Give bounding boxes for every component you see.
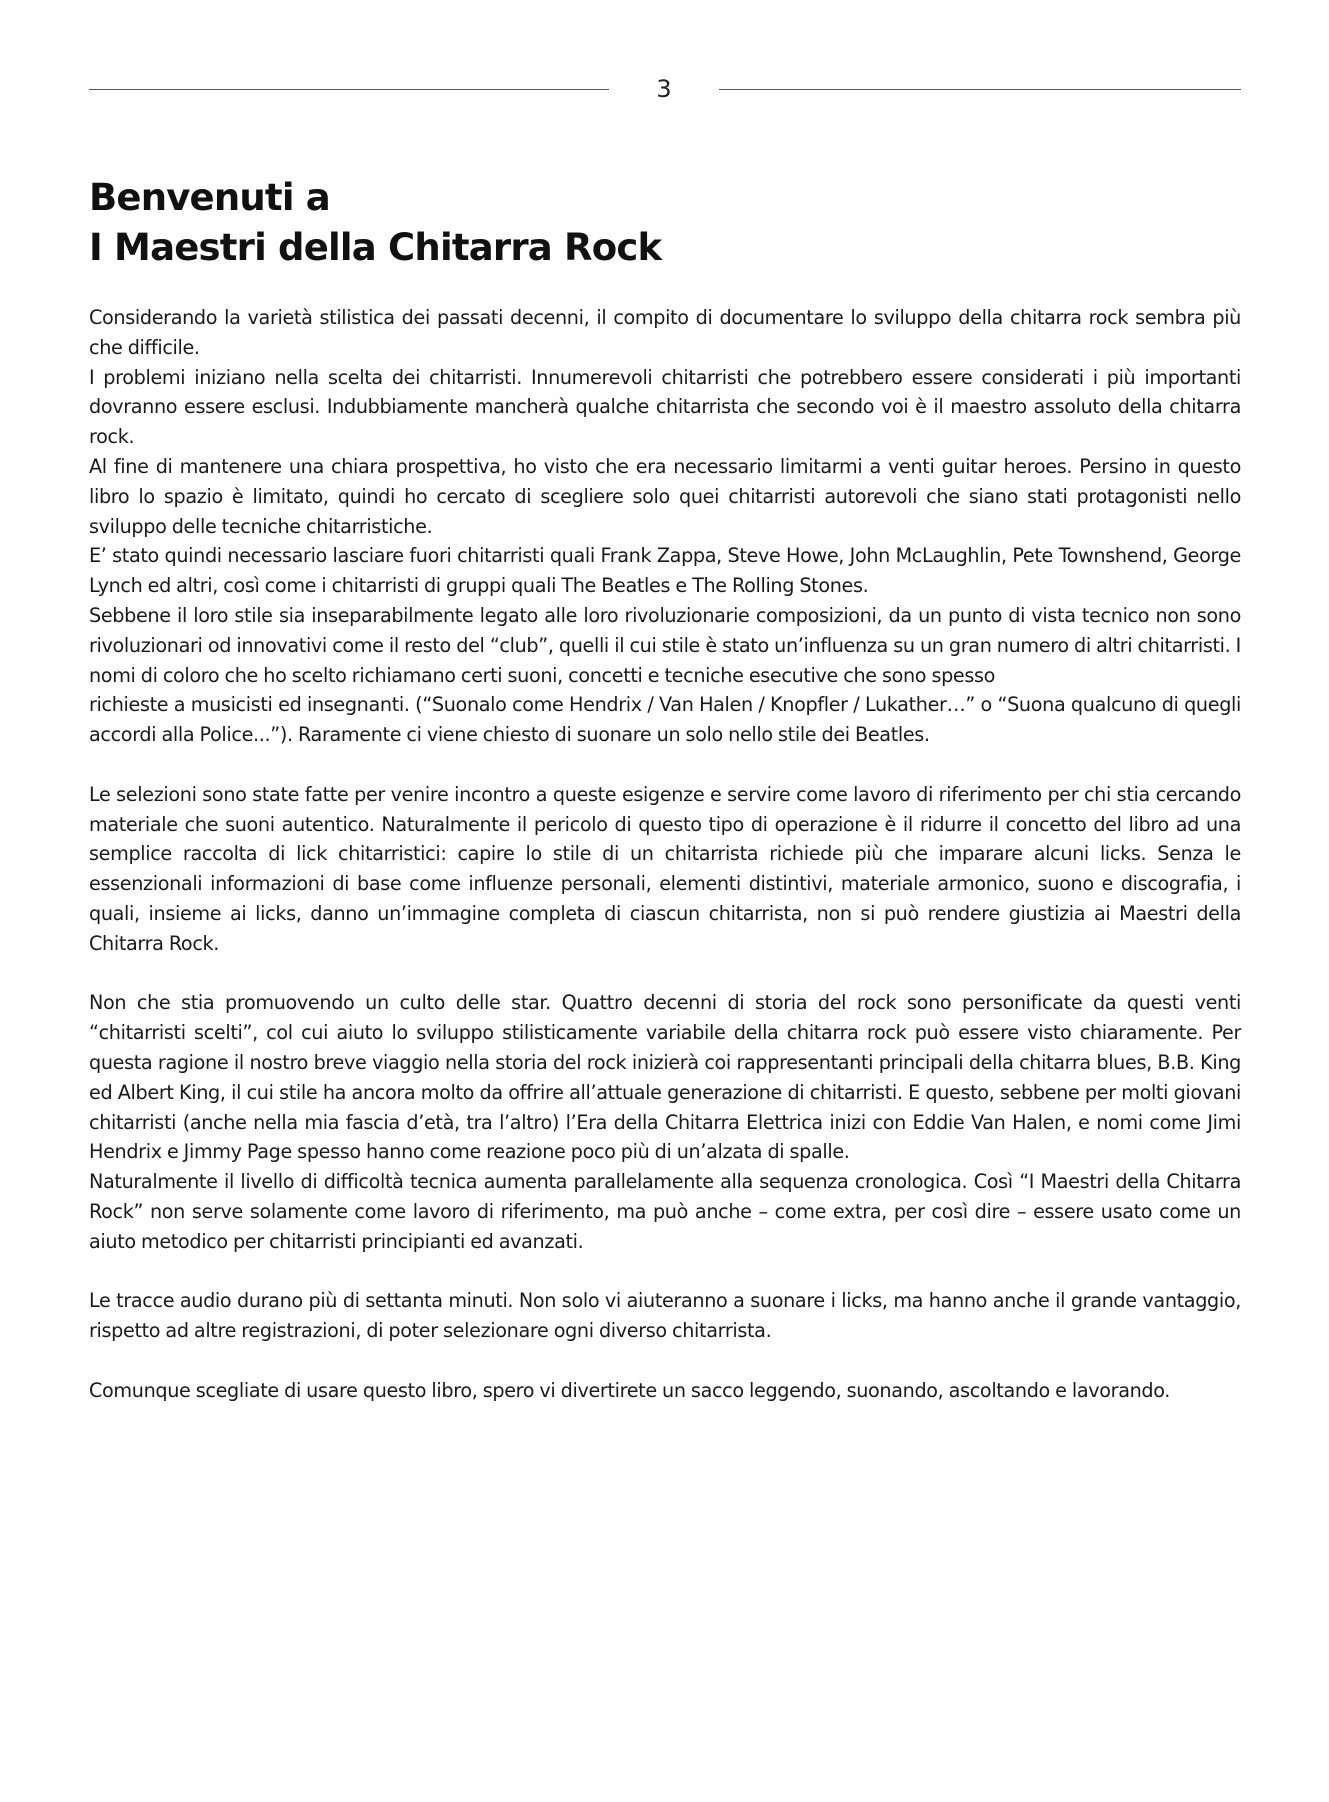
body-text <box>89 303 1241 1405</box>
paragraph: Considerando la varietà stilistica dei passati decenni, il compito di documentare lo sviluppo della chitarra rock sembra più che difficile. <box>89 306 1241 359</box>
page-header <box>89 72 1241 108</box>
paragraph: Al fine di mantenere una chiara prospettiva, ho visto che era necessario limitarmi a venti guitar heroes. Persino in questo libro lo spazio è limitato, quindi ho cercato di scegliere solo quei chitarristi autorevoli che siano stati protagonisti nello sviluppo delle tecniche chitarristiche. <box>89 454 1241 538</box>
title-line-1: Benvenuti a <box>89 176 330 219</box>
paragraph: richieste a musicisti ed insegnanti. (“Suonalo come Hendrix / Van Halen / Knopfler / Lukather…” o “Suona qualcuno di quegli accordi alla Police...”). Raramente ci viene chiesto di suonare un solo nello stile dei Beatles. <box>89 693 1241 747</box>
paragraph: Sebbene il loro stile sia inseparabilmente legato alle loro rivoluzionarie composizioni, da un punto di vista tecnico non sono rivoluzionari od innovativi come il resto del “club”, quelli il cui stile è stato un’influenza su un gran numero di altri chitarristi. I nomi di coloro che ho scelto richiamano certi suoni, concetti e tecniche esecutive che sono spesso <box>89 603 1241 687</box>
title-line-2: I Maestri della Chitarra Rock <box>89 226 662 269</box>
paragraph: Le tracce audio durano più di settanta minuti. Non solo vi aiuteranno a suonare i licks, ma hanno anche il grande vantaggio, rispetto ad altre registrazioni, di poter selezionare ogni diverso chitarrista. <box>89 1289 1241 1343</box>
paragraph: Le selezioni sono state fatte per venire incontro a queste esigenze e servire come lavoro di riferimento per chi stia cercando materiale che suoni autentico. Naturalmente il pericolo di questo tipo di operazione è il ridurre il concetto del libro ad una semplice raccolta di lick chitarristici: capire lo stile di un chitarrista richiede più che imparare alcuni licks. Senza le essenzionali informazioni di base come influenze personali, elementi distintivi, materiale armonico, suono e discografia, i quali, insieme ai licks, danno un’immagine completa di ciascun chitarrista, non si può rendere giustizia ai Maestri della Chitarra Rock. <box>89 782 1241 955</box>
paragraph: Naturalmente il livello di difficoltà tecnica aumenta parallelamente alla sequenza cronologica. Così “I Maestri della Chitarra Rock” non serve solamente come lavoro di riferimento, ma può anche – come extra, per così dire – essere usato come un aiuto metodico per chitarristi principianti ed avanzati. <box>89 1170 1241 1253</box>
paragraph: I problemi iniziano nella scelta dei chitarristi. Innumerevoli chitarristi che potrebbero essere considerati i più importanti dovranno essere esclusi. Indubbiamente mancherà qualche chitarrista che secondo voi è il maestro assoluto della chitarra rock. <box>89 365 1241 449</box>
paragraph: E’ stato quindi necessario lasciare fuori chitarristi quali Frank Zappa, Steve Howe, John McLaughlin, Pete Townshend, George Lynch ed altri, così come i chitarristi di gruppi quali The Beatles e The Rolling Stones. <box>89 544 1241 598</box>
paragraph: Comunque scegliate di usare questo libro, spero vi divertirete un sacco leggendo, suonando, ascoltando e lavorando. <box>89 1378 1171 1402</box>
header-rule-right <box>719 89 1241 90</box>
page-title <box>89 173 1241 273</box>
paragraph: Non che stia promuovendo un culto delle star. Quattro decenni di storia del rock sono personificate da questi venti “chitarristi scelti”, col cui aiuto lo sviluppo stilisticamente variabile della chitarra rock può essere visto chiaramente. Per questa ragione il nostro breve viaggio nella storia del rock inizierà coi rappresentanti principali della chitarra blues, B.B. King ed Albert King, il cui stile ha ancora molto da offrire all’attuale generazione di chitarristi. E questo, sebbene per molti giovani chitarristi (anche nella mia fascia d’età, tra l’altro) l’Era della Chitarra Elettrica inizi con Eddie Van Halen, e nomi come Jimi Hendrix e Jimmy Page spesso hanno come reazione poco più di un’alzata di spalle. <box>89 991 1241 1164</box>
header-rule-left <box>89 89 609 90</box>
page-number: 3 <box>656 75 672 103</box>
